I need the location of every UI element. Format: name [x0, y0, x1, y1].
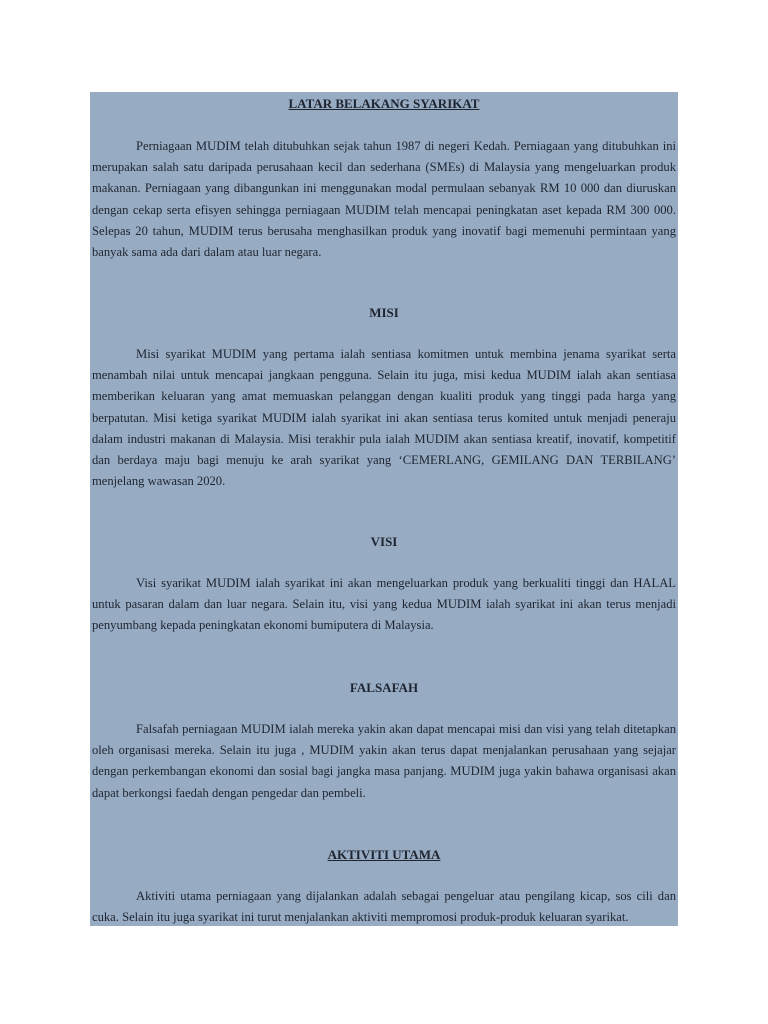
heading-falsafah: FALSAFAH [349, 680, 419, 695]
heading-misi: MISI [369, 305, 399, 320]
heading-latar-belakang: LATAR BELAKANG SYARIKAT [288, 96, 480, 111]
document-block [90, 92, 678, 926]
heading-aktiviti-utama: AKTIVITI UTAMA [327, 847, 441, 862]
paragraph-latar-belakang: Perniagaan MUDIM telah ditubuhkan sejak tahun 1987 di negeri Kedah. Perniagaan yang ditubuhkan ini merupakan salah satu daripada perusahaan kecil dan sederhana (SMEs) di Malaysia yang mengeluarkan produk makanan. Perniagaan yang dibangunkan ini menggunakan modal permulaan sebanyak RM 10 000 dan diuruskan dengan cekap serta efisyen sehingga perniagaan MUDIM telah mencapai peningkatan aset kepada RM 300 000. Selepas 20 tahun, MUDIM terus berusaha menghasilkan produk yang inovatif bagi memenuhi permintaan yang banyak sama ada dari dalam atau luar negara. [92, 139, 676, 260]
paragraph-aktiviti-utama: Aktiviti utama perniagaan yang dijalankan adalah sebagai pengeluar atau pengilang kicap, sos cili dan cuka. Selain itu juga syarikat ini turut menjalankan aktiviti mempromosi produk-produk keluaran syarikat. [92, 889, 676, 925]
paragraph-falsafah: Falsafah perniagaan MUDIM ialah mereka yakin akan dapat mencapai misi dan visi yang telah ditetapkan oleh organisasi mereka. Selain itu juga , MUDIM yakin akan terus dapat menjalankan perusahaan yang sejajar dengan perkembangan ekonomi dan sosial bagi jangka masa panjang. MUDIM juga yakin bahawa organisasi akan dapat berkongsi faedah dengan pengedar dan pembeli. [92, 722, 676, 800]
paragraph-misi: Misi syarikat MUDIM yang pertama ialah sentiasa komitmen untuk membina jenama syarikat serta menambah nilai untuk mencapai jangkaan pengguna. Selain itu juga, misi kedua MUDIM ialah akan sentiasa memberikan keluaran yang amat memuaskan pelanggan dengan kualiti produk yang tinggi pada harga yang berpatutan. Misi ketiga syarikat MUDIM ialah syarikat ini akan sentiasa terus komited untuk menjadi peneraju dalam industri makanan di Malaysia. Misi terakhir pula ialah MUDIM akan sentiasa kreatif, inovatif, kompetitif dan berdaya maju bagi menuju ke arah syarikat yang ‘CEMERLANG, GEMILANG DAN TERBILANG’ menjelang wawasan 2020. [92, 347, 676, 489]
paragraph-visi: Visi syarikat MUDIM ialah syarikat ini akan mengeluarkan produk yang berkualiti tinggi dan HALAL untuk pasaran dalam dan luar negara. Selain itu, visi yang kedua MUDIM ialah syarikat ini akan terus menjadi penyumbang kepada peningkatan ekonomi bumiputera di Malaysia. [92, 576, 676, 633]
heading-visi: VISI [370, 534, 398, 549]
